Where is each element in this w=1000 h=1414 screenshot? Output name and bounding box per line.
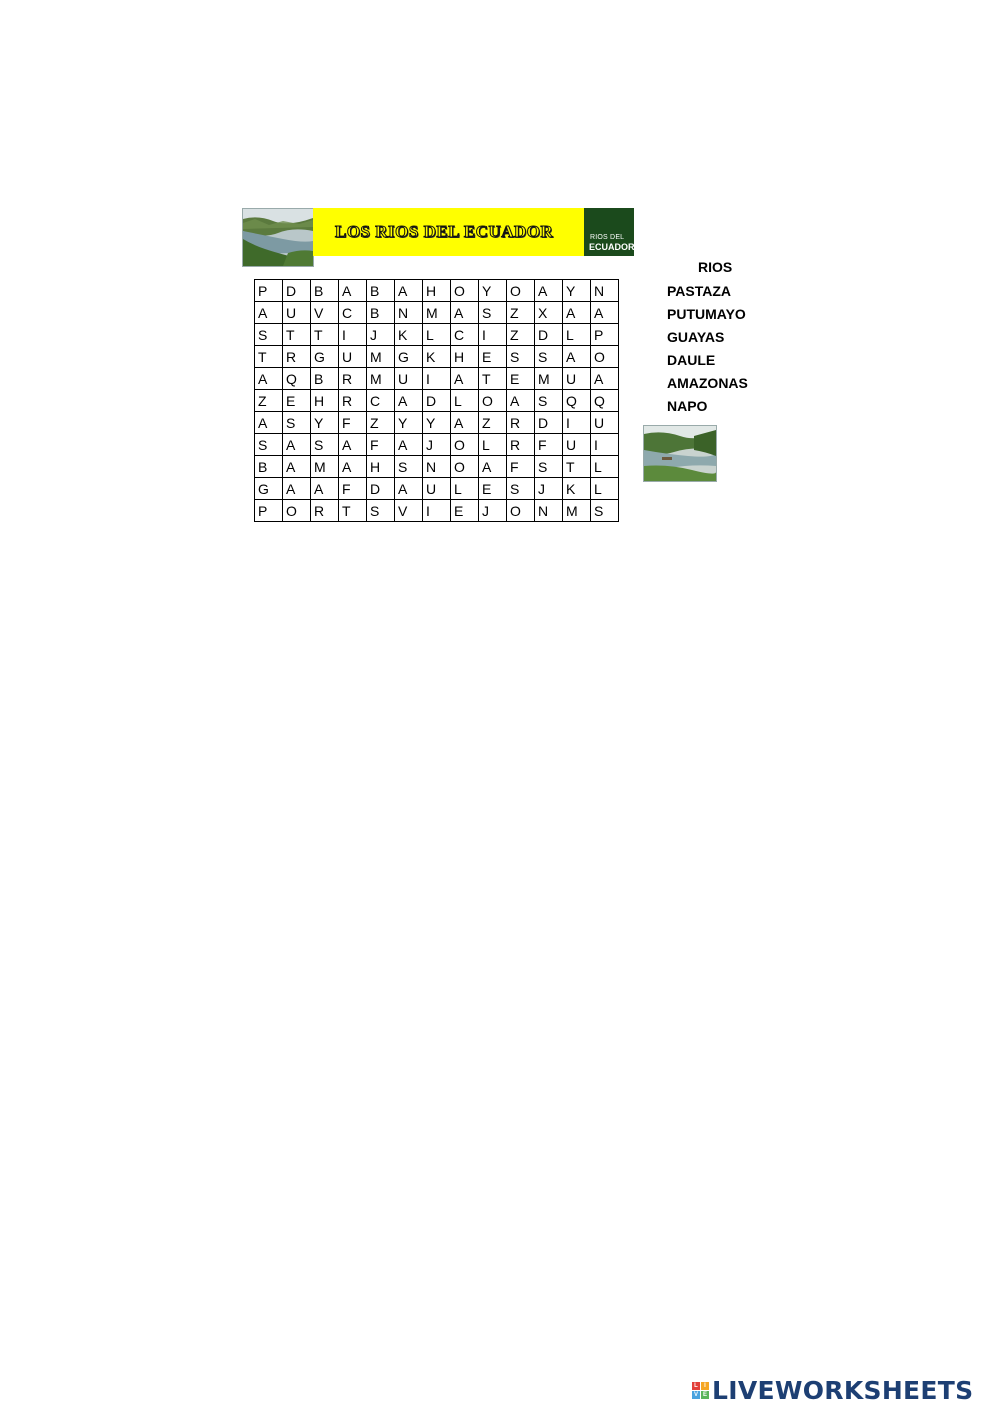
word-list-item: PASTAZA — [667, 283, 732, 299]
word-list-item: PUTUMAYO — [667, 306, 746, 322]
grid-cell[interactable]: G — [311, 346, 339, 368]
grid-cell[interactable]: O — [451, 434, 479, 456]
logo-mark-tile: E — [702, 1391, 707, 1398]
grid-cell[interactable]: A — [255, 302, 283, 324]
grid-cell[interactable]: O — [591, 346, 619, 368]
grid-cell[interactable]: S — [507, 346, 535, 368]
grid-cell[interactable]: A — [563, 346, 591, 368]
grid-cell[interactable]: M — [311, 456, 339, 478]
grid-cell[interactable]: A — [395, 478, 423, 500]
grid-cell[interactable]: A — [451, 368, 479, 390]
grid-cell[interactable]: X — [535, 302, 563, 324]
grid-cell[interactable]: S — [283, 412, 311, 434]
grid-cell[interactable]: F — [367, 434, 395, 456]
grid-cell[interactable]: B — [311, 280, 339, 302]
grid-cell[interactable]: I — [563, 412, 591, 434]
grid-cell[interactable]: T — [563, 456, 591, 478]
grid-cell[interactable]: B — [367, 302, 395, 324]
grid-cell[interactable]: N — [423, 456, 451, 478]
grid-row — [255, 478, 619, 500]
grid-cell[interactable]: J — [479, 500, 507, 522]
grid-cell[interactable]: T — [479, 368, 507, 390]
grid-cell[interactable]: L — [451, 478, 479, 500]
grid-cell[interactable]: M — [563, 500, 591, 522]
grid-cell[interactable]: P — [255, 500, 283, 522]
grid-cell[interactable]: S — [255, 324, 283, 346]
rios-del-ecuador-badge — [584, 208, 634, 256]
grid-cell[interactable]: R — [311, 500, 339, 522]
grid-cell[interactable]: D — [283, 280, 311, 302]
grid-cell[interactable]: J — [423, 434, 451, 456]
grid-cell[interactable]: S — [591, 500, 619, 522]
grid-row — [255, 456, 619, 478]
grid-cell[interactable]: S — [535, 390, 563, 412]
grid-cell[interactable]: D — [535, 412, 563, 434]
word-list-item: NAPO — [667, 398, 708, 414]
grid-cell[interactable]: A — [255, 412, 283, 434]
grid-cell[interactable]: D — [367, 478, 395, 500]
word-list-item: DAULE — [667, 352, 716, 368]
grid-cell[interactable]: U — [283, 302, 311, 324]
grid-cell[interactable]: R — [339, 390, 367, 412]
grid-cell[interactable]: Q — [591, 390, 619, 412]
grid-cell[interactable]: I — [423, 368, 451, 390]
grid-cell[interactable]: A — [255, 368, 283, 390]
grid-cell[interactable]: A — [283, 434, 311, 456]
grid-row — [255, 280, 619, 302]
grid-cell[interactable]: D — [535, 324, 563, 346]
grid-cell[interactable]: L — [451, 390, 479, 412]
grid-cell[interactable]: I — [339, 324, 367, 346]
grid-cell[interactable]: B — [311, 368, 339, 390]
grid-cell[interactable]: U — [395, 368, 423, 390]
grid-cell[interactable]: S — [479, 302, 507, 324]
grid-cell[interactable]: O — [507, 280, 535, 302]
grid-cell[interactable]: P — [591, 324, 619, 346]
title-banner — [313, 208, 584, 256]
grid-cell[interactable]: L — [423, 324, 451, 346]
grid-cell[interactable]: G — [395, 346, 423, 368]
grid-cell[interactable]: H — [423, 280, 451, 302]
grid-cell[interactable]: O — [451, 280, 479, 302]
grid-cell[interactable]: F — [535, 434, 563, 456]
grid-cell[interactable]: E — [283, 390, 311, 412]
grid-row — [255, 412, 619, 434]
grid-cell[interactable]: M — [367, 368, 395, 390]
word-search-grid — [254, 279, 619, 522]
grid-cell[interactable]: A — [339, 434, 367, 456]
grid-row — [255, 346, 619, 368]
logo-mark-tile: V — [693, 1391, 698, 1398]
grid-cell[interactable]: B — [367, 280, 395, 302]
grid-cell[interactable]: R — [507, 434, 535, 456]
grid-cell[interactable]: M — [367, 346, 395, 368]
grid-cell[interactable]: O — [283, 500, 311, 522]
grid-cell[interactable]: U — [423, 478, 451, 500]
grid-row — [255, 324, 619, 346]
grid-cell[interactable]: S — [255, 434, 283, 456]
grid-cell[interactable]: V — [395, 500, 423, 522]
word-list-item: GUAYAS — [667, 329, 725, 345]
grid-cell[interactable]: O — [507, 500, 535, 522]
grid-cell[interactable]: Y — [395, 412, 423, 434]
grid-cell[interactable]: Z — [255, 390, 283, 412]
grid-cell[interactable]: A — [395, 280, 423, 302]
grid-cell[interactable]: G — [255, 478, 283, 500]
grid-cell[interactable]: E — [507, 368, 535, 390]
grid-cell[interactable]: F — [339, 412, 367, 434]
grid-cell[interactable]: A — [535, 280, 563, 302]
grid-cell[interactable]: U — [563, 368, 591, 390]
grid-row — [255, 500, 619, 522]
grid-cell[interactable]: S — [535, 346, 563, 368]
grid-cell[interactable]: H — [367, 456, 395, 478]
river-photo-right-image — [644, 426, 716, 481]
grid-row — [255, 434, 619, 456]
grid-cell[interactable]: Z — [367, 412, 395, 434]
grid-row — [255, 390, 619, 412]
grid-cell[interactable]: A — [451, 302, 479, 324]
grid-cell[interactable]: E — [479, 346, 507, 368]
grid-cell[interactable]: K — [563, 478, 591, 500]
grid-cell[interactable]: F — [339, 478, 367, 500]
grid-cell[interactable]: S — [507, 478, 535, 500]
grid-cell[interactable]: E — [479, 478, 507, 500]
grid-cell[interactable]: Z — [479, 412, 507, 434]
grid-cell[interactable]: A — [479, 456, 507, 478]
grid-cell[interactable]: N — [591, 280, 619, 302]
river-photo-right — [643, 425, 717, 482]
word-list-items — [667, 282, 748, 420]
grid-cell[interactable]: T — [283, 324, 311, 346]
grid-cell[interactable]: N — [535, 500, 563, 522]
grid-cell[interactable]: U — [591, 412, 619, 434]
grid-cell[interactable]: S — [535, 456, 563, 478]
grid-cell[interactable]: J — [535, 478, 563, 500]
badge-line1: RIOS DEL — [590, 234, 625, 241]
grid-cell[interactable]: N — [395, 302, 423, 324]
badge-line2: ECUADOR — [589, 242, 635, 252]
grid-cell[interactable]: T — [311, 324, 339, 346]
grid-cell[interactable]: H — [451, 346, 479, 368]
grid-cell[interactable]: I — [591, 434, 619, 456]
grid-cell[interactable]: A — [563, 302, 591, 324]
grid-cell[interactable]: C — [367, 390, 395, 412]
grid-cell[interactable]: L — [591, 478, 619, 500]
grid-cell[interactable]: T — [339, 500, 367, 522]
grid-cell[interactable]: O — [479, 390, 507, 412]
grid-cell[interactable]: A — [395, 390, 423, 412]
logo-mark-tile: I — [701, 1382, 709, 1390]
grid-cell[interactable]: Z — [507, 324, 535, 346]
grid-cell[interactable]: P — [255, 280, 283, 302]
grid-cell[interactable]: U — [563, 434, 591, 456]
word-list-title: RIOS — [698, 259, 733, 275]
grid-row — [255, 368, 619, 390]
grid-cell[interactable]: Z — [507, 302, 535, 324]
grid-cell[interactable]: K — [423, 346, 451, 368]
grid-cell[interactable]: M — [423, 302, 451, 324]
word-list-item: AMAZONAS — [667, 375, 748, 391]
page-title: LOS RIOS DEL ECUADOR — [335, 222, 554, 241]
grid-cell[interactable]: V — [311, 302, 339, 324]
grid-cell[interactable]: M — [535, 368, 563, 390]
grid-cell[interactable]: S — [367, 500, 395, 522]
grid-cell[interactable]: R — [507, 412, 535, 434]
grid-cell[interactable]: S — [395, 456, 423, 478]
grid-cell[interactable]: Q — [283, 368, 311, 390]
grid-cell[interactable]: Q — [563, 390, 591, 412]
grid-cell[interactable]: J — [367, 324, 395, 346]
grid-cell[interactable]: C — [339, 302, 367, 324]
grid-cell[interactable]: I — [423, 500, 451, 522]
grid-cell[interactable]: A — [591, 368, 619, 390]
grid-cell[interactable]: I — [479, 324, 507, 346]
grid-cell[interactable]: Y — [563, 280, 591, 302]
grid-cell[interactable]: T — [255, 346, 283, 368]
grid-cell[interactable]: A — [451, 412, 479, 434]
grid-cell[interactable]: A — [339, 456, 367, 478]
grid-row — [255, 302, 619, 324]
grid-cell[interactable]: Y — [311, 412, 339, 434]
grid-cell[interactable]: D — [423, 390, 451, 412]
grid-cell[interactable]: E — [451, 500, 479, 522]
grid-cell[interactable]: H — [311, 390, 339, 412]
grid-cell[interactable]: R — [283, 346, 311, 368]
river-photo-left-image — [243, 209, 313, 266]
liveworksheets-logo[interactable] — [692, 1375, 973, 1405]
logo-mark-tile: L — [692, 1382, 700, 1390]
grid-cell[interactable]: L — [563, 324, 591, 346]
grid-cell[interactable]: L — [479, 434, 507, 456]
logo-text: LIVEWORKSHEETS — [712, 1375, 974, 1405]
grid-cell[interactable]: A — [339, 280, 367, 302]
grid-cell[interactable]: F — [507, 456, 535, 478]
grid-cell[interactable]: R — [339, 368, 367, 390]
grid-cell[interactable]: B — [255, 456, 283, 478]
grid-cell[interactable]: O — [451, 456, 479, 478]
logo-mark-icon — [692, 1382, 709, 1399]
grid-cell[interactable]: Y — [423, 412, 451, 434]
grid-cell[interactable]: Y — [479, 280, 507, 302]
grid-cell[interactable]: A — [283, 456, 311, 478]
grid-cell[interactable]: A — [395, 434, 423, 456]
grid-cell[interactable]: L — [591, 456, 619, 478]
grid-cell[interactable]: S — [311, 434, 339, 456]
grid-cell[interactable]: A — [311, 478, 339, 500]
grid-cell[interactable]: U — [339, 346, 367, 368]
grid-cell[interactable]: K — [395, 324, 423, 346]
grid-cell[interactable]: A — [591, 302, 619, 324]
grid-cell[interactable]: C — [451, 324, 479, 346]
river-photo-left — [242, 208, 314, 267]
grid-cell[interactable]: A — [283, 478, 311, 500]
grid-cell[interactable]: A — [507, 390, 535, 412]
